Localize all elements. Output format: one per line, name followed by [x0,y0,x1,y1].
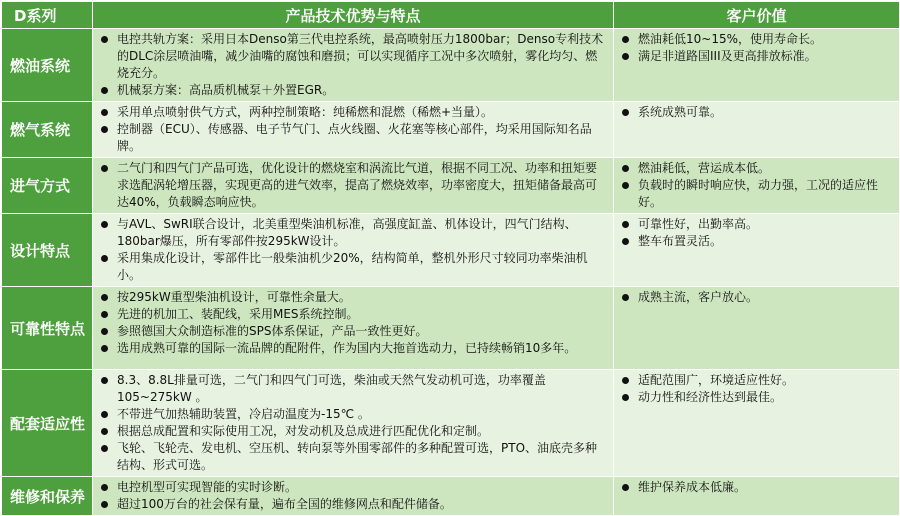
value-item: 整车布置灵活。 [638,233,893,250]
value-list [614,214,899,252]
value-list [614,158,899,213]
features-cell [93,29,614,102]
features-cell [93,287,614,370]
table-row [2,477,900,516]
value-cell [614,370,900,477]
features-cell [93,102,614,158]
value-item: 负载时的瞬时响应快，动力强，工况的适应性好。 [638,177,893,211]
features-list [93,29,613,101]
feature-item: 8.3、8.8L排量可选，二气门和四气门可选，柴油或天然气发动机可选，功率覆盖105~275kW 。 [117,372,607,406]
value-item: 适配范围广，环境适应性好。 [638,372,893,389]
feature-item: 超过100万台的社会保有量，遍布全国的维修网点和配件储备。 [117,496,607,513]
row-label: 燃油系统 [2,29,93,102]
feature-item: 机械泵方案：高品质机械泵＋外置EGR。 [117,82,607,99]
feature-item: 电控机型可实现智能的实时诊断。 [117,479,607,496]
feature-item: 控制器（ECU）、传感器、电子节气门、点火线圈、火花塞等核心部件，均采用国际知名品牌。 [117,121,607,155]
row-label: 设计特点 [2,214,93,287]
value-list [614,29,899,67]
value-list [614,477,899,498]
value-item: 燃油耗低，营运成本低。 [638,160,893,177]
value-item: 系统成熟可靠。 [638,104,893,121]
value-item: 可靠性好，出勤率高。 [638,216,893,233]
value-cell [614,287,900,370]
feature-item: 先进的机加工、装配线，采用MES系统控制。 [117,306,607,323]
features-cell [93,214,614,287]
feature-item: 选用成熟可靠的国际一流品牌的配附件，作为国内大拖首选动力，已持续畅销10多年。 [117,340,607,357]
feature-item: 二气门和四气门产品可选，优化设计的燃烧室和涡流比气道，根据不同工况、功率和扭矩要求选配涡轮增压器，实现更高的进气效率，提高了燃烧效率，功率密度大，扭矩储备最高可达40%，负载瞬态响应快。 [117,160,607,211]
value-list [614,102,899,123]
feature-item: 采用单点喷射供气方式，两种控制策略：纯稀燃和混燃（稀燃+当量）。 [117,104,607,121]
features-list [93,370,613,476]
features-cell [93,158,614,214]
features-list [93,158,613,213]
feature-item: 根据总成配置和实际使用工况，对发动机及总成进行匹配优化和定制。 [117,423,607,440]
value-list [614,370,899,408]
value-item: 动力性和经济性达到最佳。 [638,389,893,406]
value-cell [614,214,900,287]
row-label: 维修和保养 [2,477,93,516]
features-list [93,214,613,286]
value-item: 维护保养成本低廉。 [638,479,893,496]
feature-item: 飞轮、飞轮壳、发电机、空压机、转向泵等外围零部件的多种配置可选，PTO、油底壳多种结构、形式可选。 [117,440,607,474]
value-item: 燃油耗低10~15%，使用寿命长。 [638,31,893,48]
value-cell [614,29,900,102]
header-value: 客户价值 [614,2,900,29]
features-list [93,102,613,157]
table-row [2,214,900,287]
header-features: 产品技术优势与特点 [93,2,614,29]
table-row [2,287,900,370]
table-body [2,29,900,516]
value-item: 满足非道路国III及更高排放标准。 [638,48,893,65]
value-cell [614,477,900,516]
header-row [2,2,900,29]
row-label: 进气方式 [2,158,93,214]
table-row [2,29,900,102]
value-cell [614,102,900,158]
table-row [2,102,900,158]
feature-item: 参照德国大众制造标准的SPS体系保证，产品一致性更好。 [117,323,607,340]
features-cell [93,477,614,516]
feature-item: 电控共轨方案：采用日本Denso第三代电控系统，最高喷射压力1800bar；Denso专利技术的DLC涂层喷油嘴，减少油嘴的腐蚀和磨损；可以实现循序工况中多次喷射，雾化均匀、燃烧充分。 [117,31,607,82]
value-list [614,287,899,308]
row-label: 可靠性特点 [2,287,93,370]
table-row [2,370,900,477]
row-label: 燃气系统 [2,102,93,158]
header-series: D系列 [2,2,93,29]
feature-item: 与AVL、SwRI联合设计，北美重型柴油机标准，高强度缸盖、机体设计，四气门结构、180bar爆压，所有零部件按295kW设计。 [117,216,607,250]
features-cell [93,370,614,477]
row-label: 配套适应性 [2,370,93,477]
value-cell [614,158,900,214]
value-item: 成熟主流，客户放心。 [638,289,893,306]
feature-item: 不带进气加热辅助装置，冷启动温度为-15℃ 。 [117,406,607,423]
spec-table [1,1,900,516]
feature-item: 按295kW重型柴油机设计，可靠性余量大。 [117,289,607,306]
features-list [93,287,613,359]
feature-item: 采用集成化设计，零部件比一般柴油机少20%，结构简单，整机外形尺寸较同功率柴油机小。 [117,250,607,284]
table-row [2,158,900,214]
